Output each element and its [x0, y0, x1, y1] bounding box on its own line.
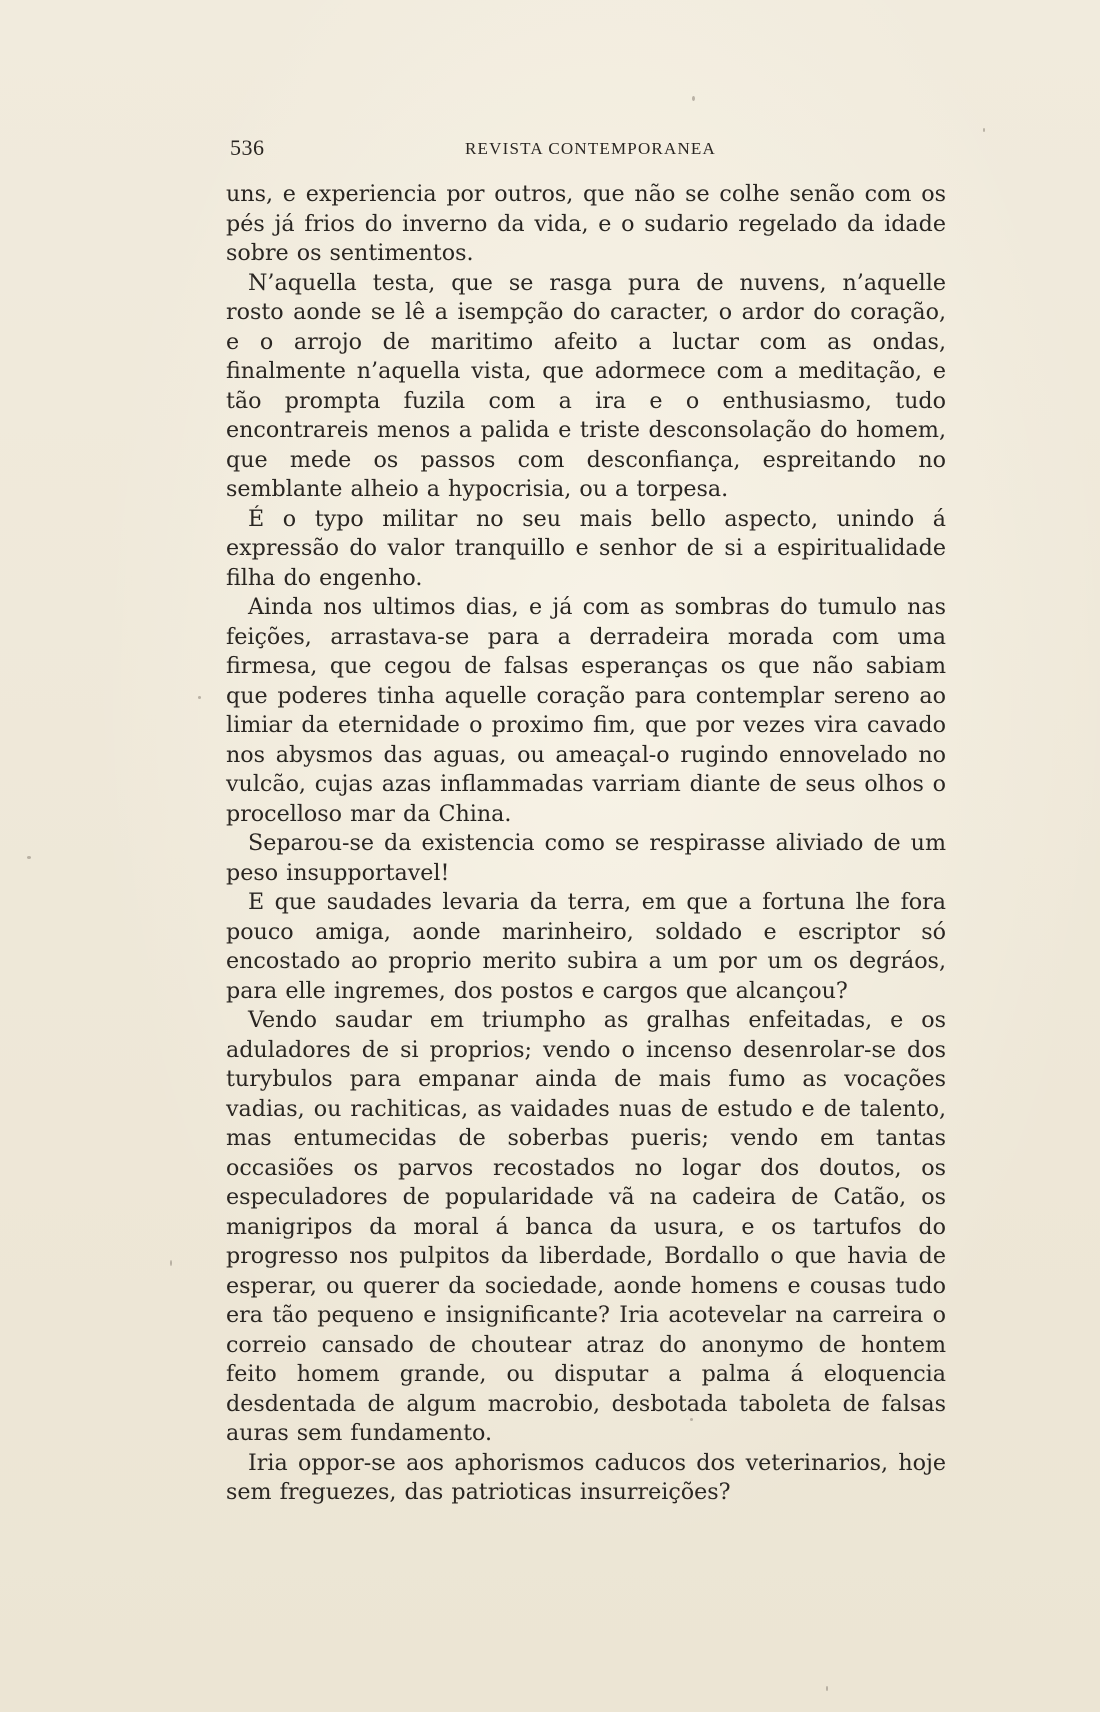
page-number: 536	[230, 135, 265, 160]
paper-speck	[826, 1686, 828, 1691]
paragraph: Vendo saudar em triumpho as gralhas enfeitadas, e os aduladores de si proprios; vendo o incenso desenrolar-se dos turybulos para empanar ainda de mais fumo as vocações vadias, ou rachiticas, as vaidades nuas de estudo e de talento, mas entumecidas de soberbas pueris; vendo em tantas occasiões os parvos recostados no logar dos doutos, os especuladores de popularidade vã na cadeira de Catão, os manigripos da moral á banca da usura, e os tartufos do progresso nos pulpitos da liberdade, Bordallo o que havia de esperar, ou querer da sociedade, aonde homens e cousas tudo era tão pequeno e insignificante? Iria acotevelar na carreira o correio cansado de choutear atraz do anonymo de hontem feito homem grande, ou disputar a palma á eloquencia desdentada de algum macrobio, desbotada taboleta de falsas auras sem fundamento.	[226, 1007, 946, 1446]
paper-speck	[983, 128, 985, 132]
paragraph: Iria oppor-se aos aphorismos caducos dos veterinarios, hoje sem freguezes, das patrioticas insurreições?	[226, 1449, 946, 1505]
paragraph: N’aquella testa, que se rasga pura de nuvens, n’aquelle rosto aonde se lê a isempção do caracter, o ardor do coração, e o arrojo de maritimo afeito a luctar com as ondas, finalmente n’aquella vista, que adormece com a meditação, e tão prompta fuzila com a ira e o enthusiasmo, tudo encontrareis menos a palida e triste desconsolação do homem, que mede os passos com desconfiança, espreitando no semblante alheio a hypocrisia, ou a torpesa.	[226, 269, 946, 502]
paragraph: É o typo militar no seu mais bello aspecto, unindo á expressão do valor tranquillo e senhor de si a espiritualidade filha do engenho.	[226, 505, 946, 591]
paragraph: uns, e experiencia por outros, que não se colhe senão com os pés já frios do inverno da vida, e o sudario regelado da idade sobre os sentimentos.	[226, 181, 946, 266]
paragraph: Separou-se da existencia como se respirasse aliviado de um peso insupportavel!	[226, 830, 946, 886]
paper-speck	[198, 696, 201, 699]
article-body	[226, 180, 946, 1508]
page-header	[230, 135, 946, 163]
paper-speck	[27, 856, 31, 859]
paragraph: Ainda nos ultimos dias, e já com as sombras do tumulo nas feições, arrastava-se para a derradeira morada com uma firmesa, que cegou de falsas esperanças os que não sabiam que poderes tinha aquelle coração para contemplar sereno ao limiar da eternidade o proximo fim, que por vezes vira cavado nos abysmos das aguas, ou ameaçal-o rugindo ennovelado no vulcão, cujas azas inflammadas varriam diante de seus olhos o procelloso mar da China.	[226, 594, 946, 827]
paragraph: E que saudades levaria da terra, em que a fortuna lhe fora pouco amiga, aonde marinheiro, soldado e escriptor só encostado ao proprio merito subira a um por um os degráos, para elle ingremes, dos postos e cargos que alcançou?	[226, 889, 946, 1004]
paper-speck	[692, 96, 695, 101]
running-title: REVISTA CONTEMPORANEA	[465, 139, 716, 158]
paper-speck	[170, 1260, 172, 1266]
